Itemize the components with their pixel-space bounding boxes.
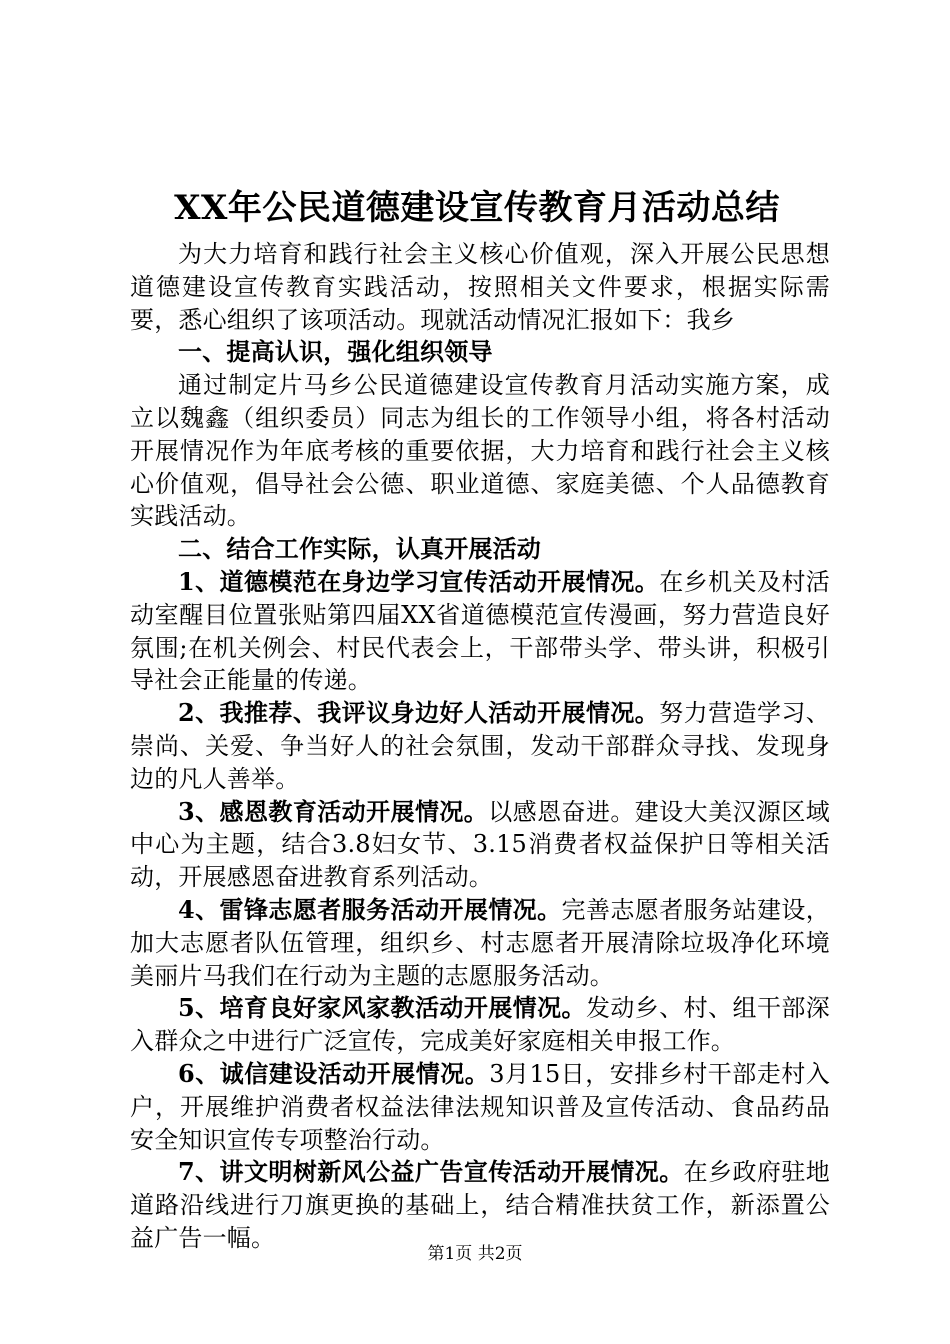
item-lead: 1、道德模范在身边学习宣传活动开展情况。 <box>178 566 660 596</box>
page-number-footer: 第1页 共2页 <box>427 1244 523 1264</box>
item-paragraph-4 <box>130 894 830 992</box>
item-text: 在乡政府驻地道路沿线进行刀旗更换的基础上，结合精准扶贫工作，新添置公益广告一幅。 <box>130 1158 830 1252</box>
document-body <box>130 186 830 1255</box>
item-lead: 4、雷锋志愿者服务活动开展情况。 <box>178 894 562 924</box>
item-lead: 7、讲文明树新风公益广告宣传活动开展情况。 <box>178 1157 684 1187</box>
item-paragraph-7 <box>130 1156 830 1254</box>
item-paragraph-3 <box>130 796 830 894</box>
item-lead: 3、感恩教育活动开展情况。 <box>178 796 489 826</box>
item-paragraph-6 <box>130 1058 830 1156</box>
item-lead: 5、培育良好家风家教活动开展情况。 <box>178 993 586 1023</box>
item-text: 完善志愿者服务站建设，加大志愿者队伍管理，组织乡、村志愿者开展清除垃圾净化环境美丽片马我们在行动为主题的志愿服务活动。 <box>130 895 830 990</box>
document-title: XX年公民道德建设宣传教育月活动总结 <box>174 188 780 228</box>
section-1-heading: 一、提高认识，强化组织领导 <box>178 337 493 367</box>
item-paragraph-1 <box>130 566 830 697</box>
item-text: 在乡机关及村活动室醒目位置张贴第四届XX省道德模范宣传漫画，努力营造良好氛围;在机关例会、村民代表会上，干部带头学、带头讲，积极引导社会正能量的传递。 <box>130 567 830 695</box>
item-lead: 6、诚信建设活动开展情况。 <box>178 1058 490 1088</box>
item-paragraph-5 <box>130 992 830 1058</box>
item-text: 发动乡、村、组干部深入群众之中进行广泛宣传，完成美好家庭相关申报工作。 <box>130 994 830 1056</box>
intro-paragraph: 为大力培育和践行社会主义核心价值观，深入开展公民思想道德建设宣传教育实践活动，按照相关文件要求，根据实际需要，悉心组织了该项活动。现就活动情况汇报如下：我乡 <box>130 240 830 334</box>
item-text: 以感恩奋进。建设大美汉源区域中心为主题，结合3.8妇女节、3.15消费者权益保护日等相关活动，开展感恩奋进教育系列活动。 <box>130 797 830 892</box>
section-1-body: 通过制定片马乡公民道德建设宣传教育月活动实施方案，成立以魏鑫（组织委员）同志为组长的工作领导小组，将各村活动开展情况作为年底考核的重要依据，大力培育和践行社会主义核心价值观，倡导社会公德、职业道德、家庭美德、个人品德教育实践活动。 <box>130 371 830 531</box>
item-paragraph-2 <box>130 697 830 795</box>
item-text: 3月15日，安排乡村干部走村入户，开展维护消费者权益法律法规知识普及宣传活动、食品药品安全知识宣传专项整治行动。 <box>130 1059 830 1154</box>
item-text: 努力营造学习、崇尚、关爱、争当好人的社会氛围，发动干部群众寻找、发现身边的凡人善举。 <box>130 699 830 793</box>
section-2-heading: 二、结合工作实际，认真开展活动 <box>178 534 541 564</box>
item-lead: 2、我推荐、我评议身边好人活动开展情况。 <box>178 698 660 728</box>
